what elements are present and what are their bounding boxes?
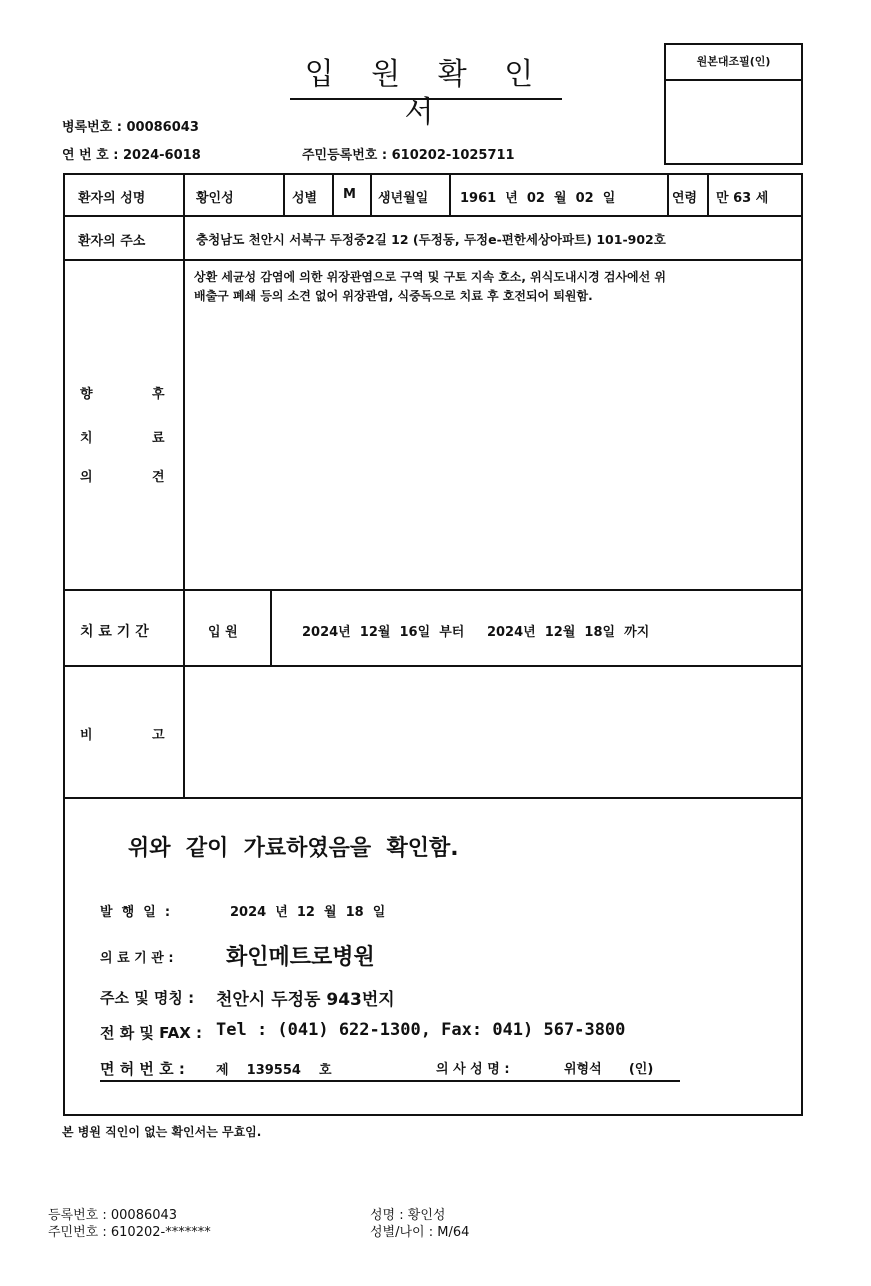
age-value: 만 63 세 [716, 191, 769, 206]
opinion-line-2: 배출구 폐쇄 등의 소견 없어 위장관염, 식중독으로 치료 후 호전되어 퇴원함. [194, 289, 593, 303]
opinion-label-char: 료 [152, 431, 165, 446]
divider [332, 173, 334, 216]
invalid-notice: 본 병원 직인이 없는 확인서는 무효임. [62, 1125, 262, 1139]
opinion-label-char: 견 [152, 470, 165, 485]
issue-date-label: 발 행 일 : [100, 905, 171, 920]
opinion-label-char: 향 [80, 387, 93, 402]
serial-number-row [62, 144, 201, 163]
footer-rrn: 610202-******* [110, 1225, 211, 1240]
opinion-label-char: 후 [152, 387, 165, 402]
period-range: 2024년 12월 16일 부터 2024년 12월 18일 까지 [302, 625, 650, 640]
opinion-line-1: 상환 세균성 감염에 의한 위장관염으로 구역 및 구토 지속 호소, 위식도내시경 검사에선 위 [194, 270, 667, 284]
divider [183, 173, 185, 798]
footer-name: 황인성 [407, 1208, 446, 1223]
patient-name: 황인성 [196, 191, 234, 206]
patient-name-label: 환자의 성명 [78, 191, 146, 206]
dob-value: 1961 년 02 월 02 일 [460, 191, 616, 206]
divider [270, 589, 272, 666]
hospital-label: 의 료 기 관 : [100, 951, 174, 966]
stamp-caption: 원본대조필(인) [666, 45, 801, 81]
divider [283, 173, 285, 216]
footer-name-label: 성명 : [370, 1208, 404, 1223]
divider [707, 173, 709, 216]
stamp-box [664, 43, 803, 165]
footer-sexage-label: 성별/나이 : [370, 1225, 434, 1240]
divider [63, 797, 803, 799]
address-value: 충청남도 천안시 서북구 두정중2길 12 (두정동, 두정e-편한세상아파트) 101-902호 [196, 232, 666, 247]
address-name-label: 주소 및 명칭 : [100, 989, 195, 1007]
footer-sexage: M/64 [437, 1225, 470, 1240]
address-label: 환자의 주소 [78, 234, 146, 249]
footer-sexage-row [370, 1221, 469, 1240]
divider [667, 173, 669, 216]
signature-line [100, 1055, 680, 1082]
hospital-name: 화인메트로병원 [226, 945, 375, 970]
resident-number-row [302, 144, 515, 163]
hospital-address: 천안시 두정동 943번지 [216, 990, 395, 1010]
footer-rrn-row [48, 1221, 211, 1240]
period-label: 치 료 기 간 [80, 624, 149, 640]
chart-number-label: 병록번호 : [62, 120, 122, 135]
doctor-name: 위형석 (인) [564, 1062, 654, 1077]
dob-label: 생년월일 [378, 191, 429, 206]
resident-number: 610202-1025711 [391, 148, 515, 163]
opinion-label-char: 치 [80, 431, 93, 446]
sex-label: 성별 [292, 191, 318, 206]
phone-fax: Tel : (041) 622-1300, Fax: 041) 567-3800 [216, 1020, 626, 1040]
confirm-statement: 위와 같이 가료하였음을 확인함. [128, 836, 459, 861]
divider [449, 173, 451, 216]
license-label: 면 허 번 호 : [100, 1060, 185, 1078]
remarks-label-right: 고 [152, 728, 165, 743]
serial-number: 2024-6018 [122, 148, 201, 163]
divider [63, 259, 803, 261]
issue-date: 2024 년 12 월 18 일 [230, 905, 386, 920]
divider [370, 173, 372, 216]
opinion-label-char: 의 [80, 470, 93, 485]
resident-number-label: 주민등록번호 : [302, 148, 388, 163]
sex-value: M [343, 187, 356, 202]
form-table [63, 173, 803, 1116]
footer-reg-number: 00086043 [110, 1208, 178, 1223]
remarks-label-left: 비 [80, 728, 93, 743]
divider [63, 589, 803, 591]
footer-reg-label: 등록번호 : [48, 1208, 107, 1223]
phone-label: 전 화 및 FAX : [100, 1024, 203, 1042]
serial-number-label: 연 번 호 : [62, 148, 119, 163]
divider [63, 215, 803, 217]
chart-number-row [62, 116, 199, 135]
doctor-label: 의 사 성 명 : [436, 1062, 510, 1077]
license-number: 제 139554 호 [216, 1063, 332, 1078]
period-type: 입 원 [208, 625, 238, 640]
footer-rrn-label: 주민번호 : [48, 1225, 107, 1240]
age-label: 연령 [672, 191, 698, 206]
divider [63, 665, 803, 667]
document-title: 입 원 확 인 서 [290, 56, 562, 100]
chart-number: 00086043 [126, 120, 199, 135]
